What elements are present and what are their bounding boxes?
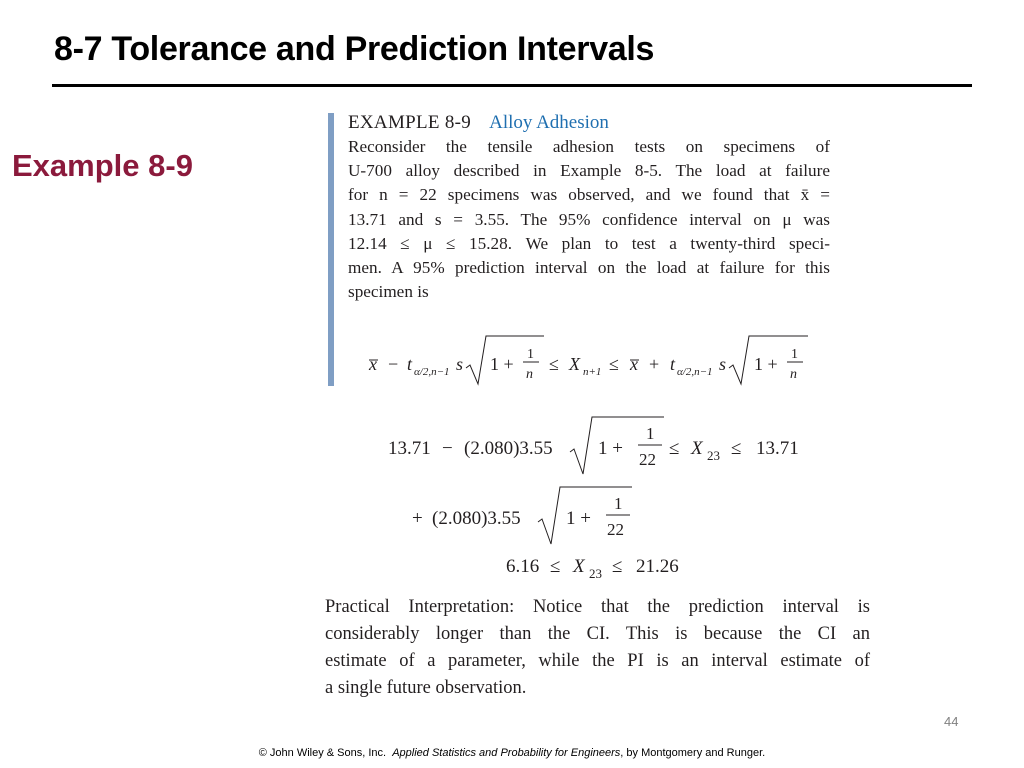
frac-den: 22 [639, 450, 656, 469]
body-line: for n = 22 specimens was observed, and we found that x̄ = [348, 185, 830, 205]
x23-subscript: 23 [707, 448, 720, 463]
leq-sign: ≤ [549, 354, 559, 374]
coefficient: (2.080)3.55 [432, 508, 521, 529]
frac-num: 1 [614, 494, 623, 513]
upper-bound: 21.26 [636, 556, 679, 577]
leq-sign: ≤ [609, 354, 619, 374]
svg-text:x: x [369, 354, 377, 374]
footer-prefix: © John Wiley & Sons, Inc. [258, 747, 387, 759]
plus-one: 1 + [490, 354, 514, 374]
example-number: EXAMPLE 8-9 [348, 112, 472, 133]
interpretation-line: considerably longer than the CI. This is because the CI an [325, 624, 870, 644]
leq-sign: ≤ [550, 556, 561, 577]
body-line: Reconsider the tensile adhesion tests on specimens of [348, 137, 830, 156]
footer-suffix: , by Montgomery and Runger. [620, 747, 766, 759]
plus-sign: + [649, 354, 660, 374]
numeric-formula-line2 [410, 482, 650, 553]
interpretation-line: Practical Interpretation: Notice that the prediction interval is [325, 597, 870, 617]
body-line: U-700 alloy described in Example 8-5. The load at failure [348, 161, 830, 181]
example-label: Example 8-9 [12, 148, 193, 183]
value-13-71: 13.71 [756, 438, 799, 459]
body-line: 13.71 and s = 3.55. The 95% confidence interval on μ was [348, 209, 830, 229]
minus-sign: − [442, 438, 453, 459]
t-subscript: α/2,n−1 [677, 366, 713, 378]
coefficient: (2.080)3.55 [464, 438, 553, 459]
example-topic: Alloy Adhesion [489, 112, 609, 133]
frac-num: 1 [646, 424, 655, 443]
footer-book-title: Applied Statistics and Probability for Engineers [392, 747, 621, 759]
slide-title: 8-7 Tolerance and Prediction Intervals [54, 30, 655, 68]
frac-den: n [526, 367, 533, 382]
plus-sign: + [412, 508, 423, 529]
plus-one: 1 + [566, 508, 591, 529]
general-pi-formula-svg [366, 332, 816, 388]
numeric-formula-line1 [386, 412, 816, 483]
numeric-line2-svg [410, 482, 650, 548]
x23-subscript: 23 [589, 566, 602, 581]
leq-sign: ≤ [731, 438, 742, 459]
leq-sign: ≤ [669, 438, 680, 459]
body-line: specimen is [348, 282, 429, 302]
general-pi-formula [366, 332, 816, 393]
leq-sign: ≤ [612, 556, 623, 577]
example-body [348, 135, 830, 304]
title-underline [52, 84, 972, 87]
example-heading [348, 112, 609, 134]
result-formula [504, 550, 704, 587]
plus-one: 1 + [754, 354, 778, 374]
result-formula-svg [504, 550, 704, 582]
frac-num: 1 [527, 347, 534, 362]
lower-bound: 6.16 [506, 556, 540, 577]
svg-text:s: s [456, 354, 464, 374]
practical-interpretation [325, 594, 870, 702]
svg-text:X: X [573, 556, 585, 577]
t-subscript: α/2,n−1 [414, 366, 450, 378]
interpretation-line: a single future observation. [325, 678, 527, 698]
value-13-71: 13.71 [388, 438, 431, 459]
svg-text:X: X [691, 438, 703, 459]
frac-den: 22 [607, 520, 624, 539]
body-line: men. A 95% prediction interval on the load at failure for this [348, 258, 830, 278]
example-side-bar [328, 113, 334, 386]
svg-text:X: X [569, 354, 580, 374]
interpretation-line: estimate of a parameter, while the PI is an interval estimate of [325, 651, 870, 671]
plus-one: 1 + [598, 438, 623, 459]
frac-den: n [790, 367, 797, 382]
svg-text:s: s [719, 354, 727, 374]
frac-num: 1 [791, 347, 798, 362]
page-number: 44 [944, 714, 959, 729]
svg-text:t: t [407, 354, 413, 374]
minus-sign: − [388, 354, 399, 374]
body-line: 12.14 ≤ μ ≤ 15.28. We plan to test a twenty-third speci- [348, 233, 830, 253]
copyright-footer [0, 747, 1024, 759]
numeric-line1-svg [386, 412, 816, 478]
x-subscript: n+1 [583, 366, 602, 378]
svg-text:x: x [630, 354, 638, 374]
svg-text:t: t [670, 354, 676, 374]
